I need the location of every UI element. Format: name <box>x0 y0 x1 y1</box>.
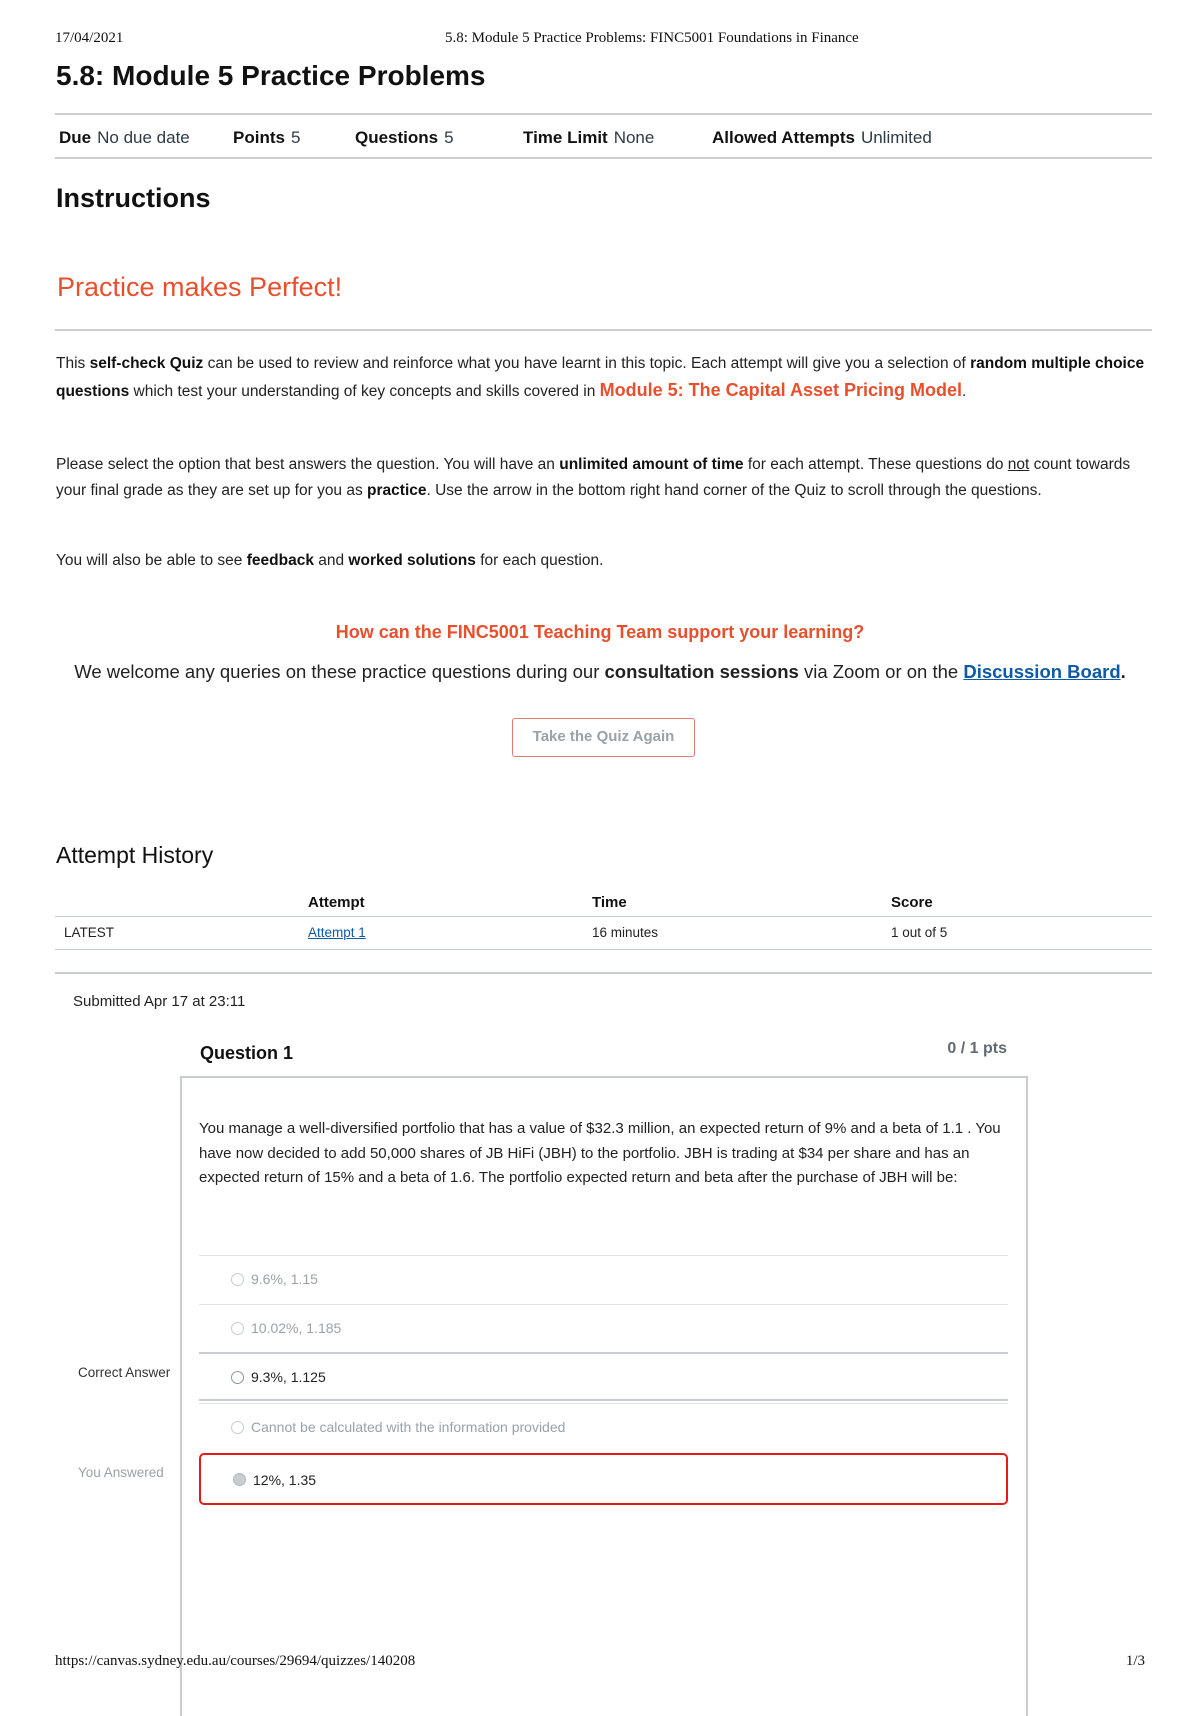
meta-due <box>59 128 190 148</box>
text: We welcome any queries on these practice questions during our <box>74 661 605 682</box>
bold-text: unlimited amount of time <box>559 456 744 473</box>
meta-time-limit-label: Time Limit <box>523 128 608 147</box>
discussion-board-link[interactable]: Discussion Board <box>963 661 1121 682</box>
radio-button-selected <box>233 1473 246 1486</box>
text: . Use the arrow in the bottom right hand corner of the Quiz to scroll through the questions. <box>426 482 1042 499</box>
answer-option <box>199 1403 1008 1452</box>
submitted-timestamp: Submitted Apr 17 at 23:11 <box>73 993 246 1010</box>
attempt-status: LATEST <box>64 925 115 940</box>
text: This <box>56 355 90 372</box>
answer-label: 12%, 1.35 <box>253 1472 317 1488</box>
bold-text: feedback <box>246 552 314 569</box>
text: which test your understanding of key concepts and skills covered in <box>129 383 600 400</box>
bold-text: self-check Quiz <box>89 355 204 372</box>
radio-button <box>231 1421 244 1434</box>
attempt-history-table <box>55 890 1152 950</box>
instructions-paragraph <box>56 452 1156 504</box>
bold-text: random multiple choice questions <box>56 355 1145 400</box>
attempt-link[interactable]: Attempt 1 <box>308 925 366 940</box>
meta-points-value: 5 <box>290 128 301 147</box>
meta-due-label: Due <box>59 128 92 147</box>
attempt-time: 16 minutes <box>592 925 659 940</box>
question-text: You manage a well-diversified portfolio that has a value of $32.3 million, an expected return of 9% and a beta of 1.1 . You have now decided to add 50,000 shares of JB HiFi (JBH) to the portfolio. JBH is trading at $34 per share and has an expected return of 15% and a beta of 1.6. The portfolio expected return and beta after the purchase of JBH will be: <box>199 1120 1001 1186</box>
column-header-attempt: Attempt <box>308 894 365 911</box>
text: . <box>962 383 967 400</box>
quiz-meta-bar <box>55 113 1152 159</box>
text: count towards your final grade as they are set up for you as <box>56 456 1131 499</box>
answer-label: Cannot be calculated with the information provided <box>251 1419 566 1435</box>
meta-points <box>233 128 300 148</box>
attempt-history-heading: Attempt History <box>56 842 214 868</box>
print-page-number: 1/3 <box>1125 1653 1145 1669</box>
attempt-score: 1 out of 5 <box>891 925 948 940</box>
meta-time-limit <box>523 128 654 148</box>
text: for each question. <box>475 552 604 569</box>
answer-label: 9.6%, 1.15 <box>251 1271 318 1287</box>
module-link: Module 5: The Capital Asset Pricing Model <box>599 380 963 400</box>
bold-text: consultation sessions <box>604 661 799 682</box>
print-url: https://canvas.sydney.edu.au/courses/29694/quizzes/140208 <box>55 1653 416 1669</box>
text: via Zoom or on the <box>798 661 964 682</box>
meta-attempts <box>712 128 932 148</box>
support-paragraph <box>0 661 1200 683</box>
bold-text: worked solutions <box>348 552 476 569</box>
radio-button <box>231 1371 244 1384</box>
meta-attempts-value: Unlimited <box>860 128 932 147</box>
bold-text: practice <box>367 482 427 499</box>
text: You will also be able to see <box>56 552 247 569</box>
column-header-score: Score <box>891 894 933 911</box>
meta-due-value: No due date <box>97 128 190 147</box>
text: can be used to review and reinforce what you have learnt in this topic. Each attempt will give you a selection of <box>203 355 971 372</box>
intro-paragraph <box>56 351 1156 405</box>
answer-option <box>199 1255 1008 1304</box>
text: . <box>1120 661 1126 682</box>
take-quiz-again-button[interactable]: Take the Quiz Again <box>512 718 695 757</box>
print-date: 17/04/2021 <box>55 30 124 46</box>
text: Please select the option that best answers the question. You will have an <box>56 456 560 473</box>
support-heading: How can the FINC5001 Teaching Team support your learning? <box>335 622 865 642</box>
meta-questions <box>355 128 454 148</box>
divider <box>55 329 1152 331</box>
page-title: 5.8: Module 5 Practice Problems <box>56 60 486 91</box>
answer-option-correct <box>199 1352 1008 1401</box>
radio-button <box>231 1273 244 1286</box>
column-header-time: Time <box>592 894 627 911</box>
print-title: 5.8: Module 5 Practice Problems: FINC5001 Foundations in Finance <box>445 30 859 46</box>
text: for each attempt. These questions do <box>743 456 1008 473</box>
you-answered-label: You Answered <box>78 1465 164 1480</box>
table-row <box>55 917 1152 950</box>
divider <box>55 972 1152 974</box>
underlined-text: not <box>1007 456 1030 473</box>
question-points: 0 / 1 pts <box>947 1040 1007 1057</box>
meta-attempts-label: Allowed Attempts <box>712 128 855 147</box>
answer-option <box>199 1304 1008 1353</box>
meta-questions-label: Questions <box>355 128 439 147</box>
instructions-heading: Instructions <box>56 183 211 213</box>
correct-answer-label: Correct Answer <box>78 1365 171 1380</box>
meta-points-label: Points <box>233 128 285 147</box>
answer-label: 10.02%, 1.185 <box>251 1320 342 1336</box>
radio-button <box>231 1322 244 1335</box>
answer-option-selected <box>199 1453 1008 1505</box>
question-title: Question 1 <box>200 1043 294 1063</box>
meta-questions-value: 5 <box>444 128 454 147</box>
feedback-paragraph <box>56 548 1156 574</box>
answer-label: 9.3%, 1.125 <box>251 1369 326 1385</box>
practice-heading: Practice makes Perfect! <box>57 272 343 302</box>
meta-time-limit-value: None <box>613 128 655 147</box>
table-header <box>55 890 1152 917</box>
text: and <box>313 552 349 569</box>
